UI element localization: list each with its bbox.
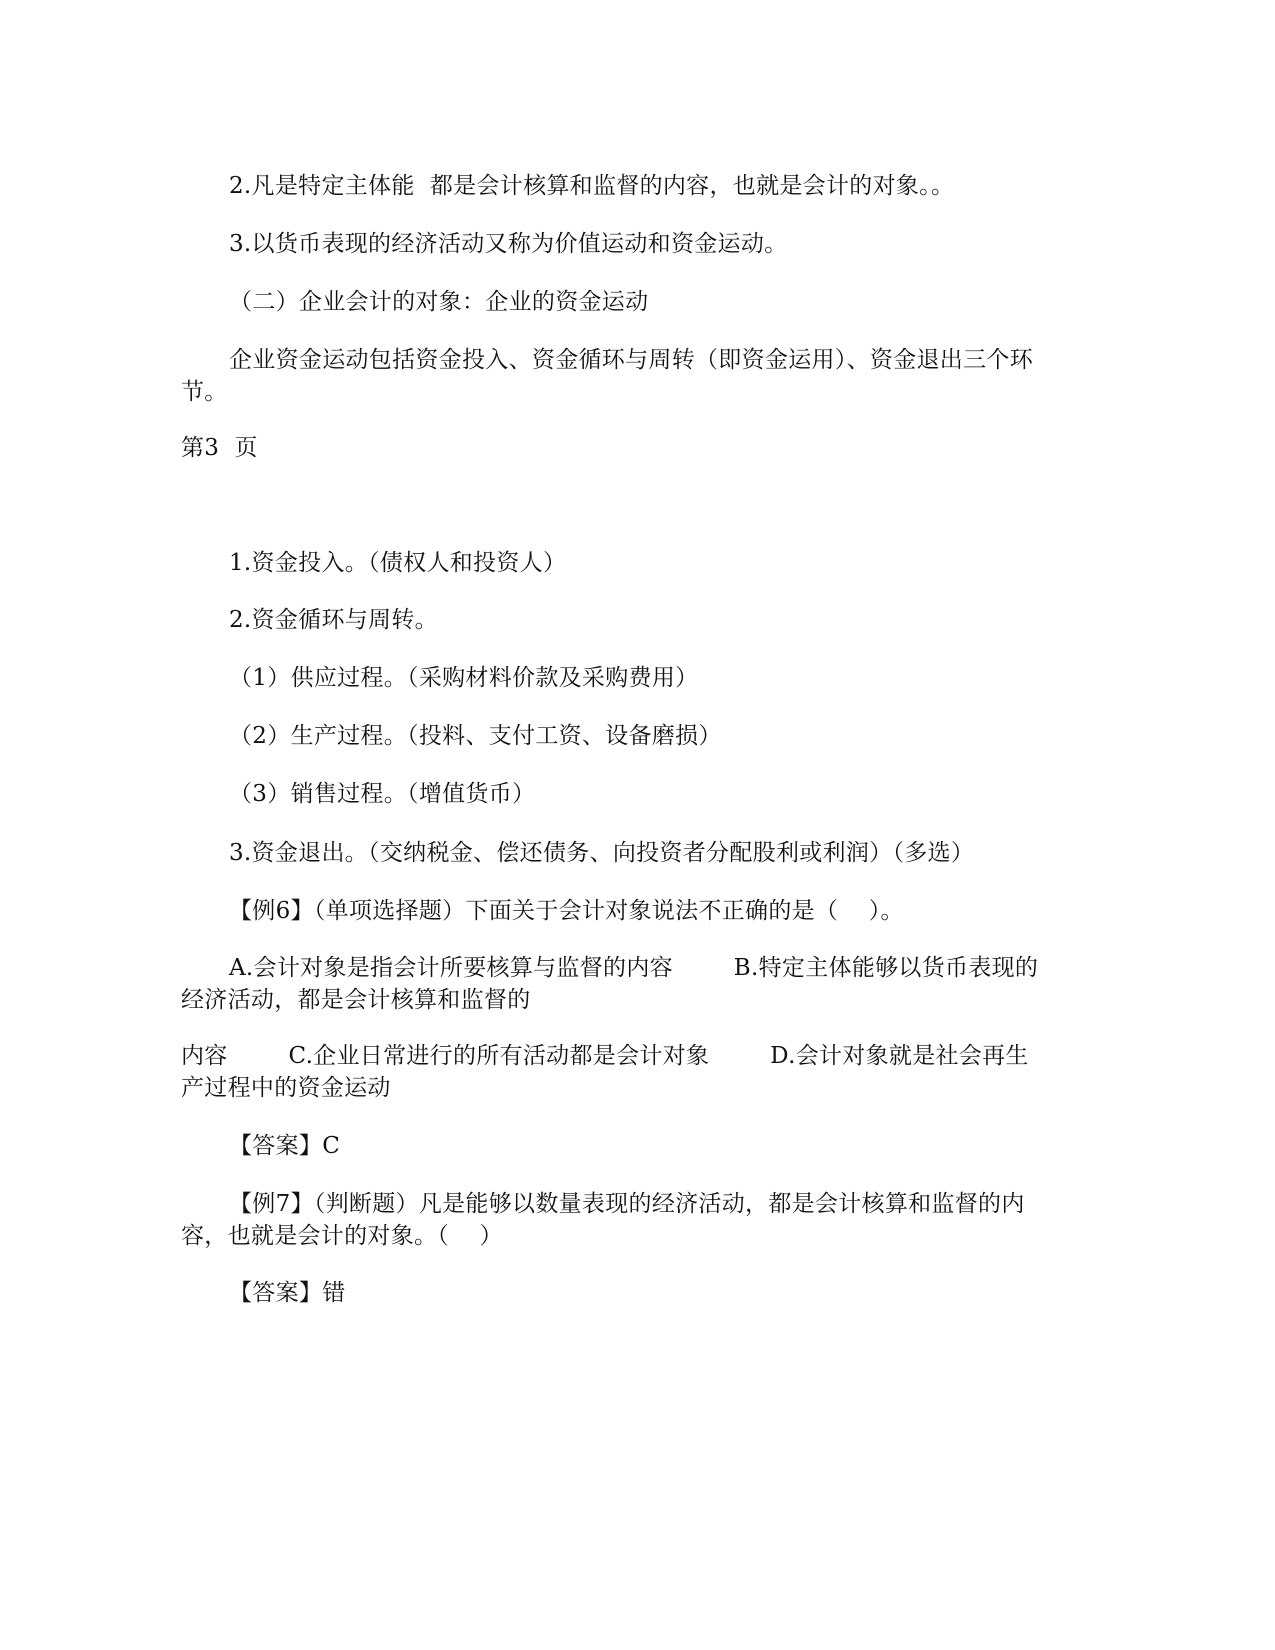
list-item-fund-exit: 3.资金退出。（交纳税金、偿还债务、向投资者分配股利或利润）（多选） — [229, 840, 975, 866]
section-heading-enterprise-object: （二）企业会计的对象：企业的资金运动 — [229, 289, 649, 315]
paragraph-object-definition: 2.凡是特定主体能 都是会计核算和监督的内容，也就是会计的对象。。 — [229, 173, 955, 199]
example7-answer: 【答案】错 — [229, 1280, 346, 1306]
list-item-supply-process: （1）供应过程。（采购材料价款及采购费用） — [229, 665, 699, 691]
paragraph-fund-movement-stages: 企业资金运动包括资金投入、资金循环与周转（即资金运用）、资金退出三个环节。 — [181, 347, 1033, 405]
list-item-production-process: （2）生产过程。（投料、支付工资、设备磨损） — [229, 723, 722, 749]
example6-options-part1: A.会计对象是指会计所要核算与监督的内容 B.特定主体能够以货币表现的经济活动，都是会计核算和监督的 — [181, 955, 1039, 1013]
example7-question: 【例7】（判断题）凡是能够以数量表现的经济活动，都是会计核算和监督的内容，也就是会计的对象。（ ） — [181, 1191, 1025, 1249]
paragraph-value-movement: 3.以货币表现的经济活动又称为价值运动和资金运动。 — [229, 231, 788, 257]
example6-answer: 【答案】C — [229, 1133, 341, 1159]
list-item-fund-input: 1.资金投入。（债权人和投资人） — [229, 550, 567, 576]
list-item-sales-process: （3）销售过程。（增值货币） — [229, 781, 536, 807]
example6-options-part2: 内容 C.企业日常进行的所有活动都是会计对象 D.会计对象就是社会再生产过程中的资金运动 — [181, 1043, 1029, 1101]
list-item-fund-circulation: 2.资金循环与周转。 — [229, 607, 438, 633]
page-marker: 第3 页 — [181, 435, 258, 461]
example6-question: 【例6】（单项选择题）下面关于会计对象说法不正确的是（ ）。 — [229, 898, 904, 924]
